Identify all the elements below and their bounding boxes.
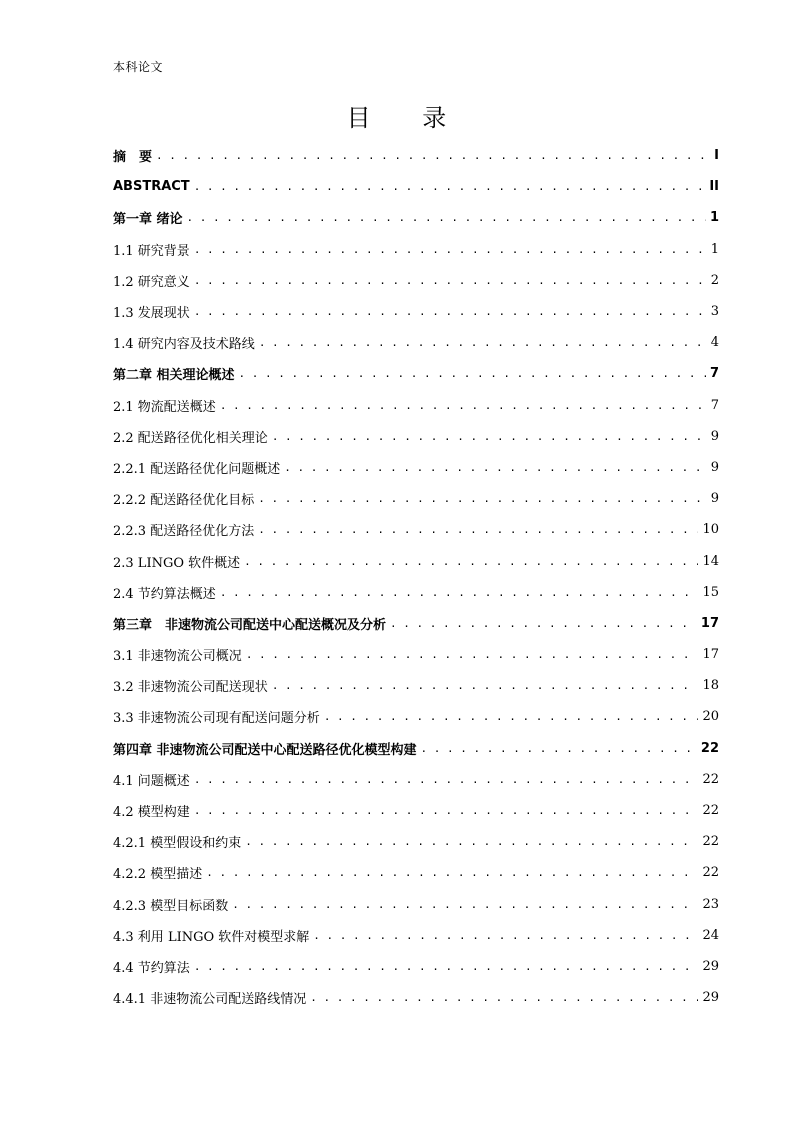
toc-leader-dots xyxy=(232,898,698,911)
toc-entry-page-number: 22 xyxy=(702,834,719,850)
toc-entry-label: 第二章 相关理论概述 xyxy=(113,368,235,384)
page-header: 本科论文 xyxy=(113,60,164,74)
page-title: 目 录 xyxy=(346,104,469,132)
toc-entry-label: ABSTRACT xyxy=(113,179,190,195)
toc-entry[interactable] xyxy=(113,327,719,358)
toc-entry-page-number: 29 xyxy=(702,990,719,1006)
toc-entry-page-number: 23 xyxy=(702,896,719,912)
toc-leader-dots xyxy=(258,492,707,505)
toc-entry-page-number: 7 xyxy=(710,397,719,413)
toc-entry[interactable] xyxy=(113,265,719,296)
toc-entry-label: 第三章 非速物流公司配送中心配送概况及分析 xyxy=(113,617,387,633)
toc-entry-label: 2.2 配送路径优化相关理论 xyxy=(113,430,268,446)
toc-entry-page-number: 18 xyxy=(702,678,719,694)
toc-entry-label: 3.2 非速物流公司配送现状 xyxy=(113,680,268,696)
toc-leader-dots xyxy=(272,430,707,443)
toc-leader-dots xyxy=(187,211,706,224)
toc-entry[interactable] xyxy=(113,234,719,265)
toc-entry-label: 1.4 研究内容及技术路线 xyxy=(113,337,255,353)
toc-entry-label: 4.2 模型构建 xyxy=(113,805,190,821)
toc-entry[interactable] xyxy=(113,483,719,514)
toc-entry-label: 1.3 发展现状 xyxy=(113,306,190,322)
toc-entry-label: 4.3 利用 LINGO 软件对模型求解 xyxy=(113,929,310,945)
toc-leader-dots xyxy=(246,648,699,661)
toc-entry-page-number: 17 xyxy=(702,647,719,663)
toc-entry[interactable] xyxy=(113,701,719,732)
toc-entry-label: 4.1 问题概述 xyxy=(113,773,190,789)
toc-entry[interactable] xyxy=(113,140,719,171)
toc-entry-page-number: II xyxy=(709,179,719,195)
toc-entry-label: 4.4.1 非速物流公司配送路线情况 xyxy=(113,992,307,1008)
toc-entry-label: 1.2 研究意义 xyxy=(113,274,190,290)
toc-entry[interactable] xyxy=(113,889,719,920)
toc-entry[interactable] xyxy=(113,545,719,576)
toc-leader-dots xyxy=(244,555,698,568)
toc-entry-page-number: 7 xyxy=(709,366,719,382)
toc-entry[interactable] xyxy=(113,951,719,982)
toc-entry-label: 1.1 研究背景 xyxy=(113,243,190,259)
toc-entry[interactable] xyxy=(113,670,719,701)
toc-leader-dots xyxy=(194,960,699,973)
toc-entry[interactable] xyxy=(113,358,719,389)
toc-entry-page-number: 22 xyxy=(702,771,719,787)
toc-entry[interactable] xyxy=(113,639,719,670)
toc-entry-page-number: 17 xyxy=(700,615,719,631)
toc-leader-dots xyxy=(239,367,706,380)
toc-leader-dots xyxy=(194,243,707,256)
toc-entry-label: 2.2.2 配送路径优化目标 xyxy=(113,493,255,509)
toc-entry-label: 4.2.1 模型假设和约束 xyxy=(113,836,242,852)
toc-leader-dots xyxy=(220,586,699,599)
toc-leader-dots xyxy=(194,274,707,287)
toc-entry[interactable] xyxy=(113,577,719,608)
toc-leader-dots xyxy=(390,617,697,630)
toc-leader-dots xyxy=(194,305,707,318)
toc-entry-page-number: 22 xyxy=(700,740,719,756)
toc-entry[interactable] xyxy=(113,390,719,421)
toc-leader-dots xyxy=(194,773,699,786)
toc-entry[interactable] xyxy=(113,452,719,483)
toc-leader-dots xyxy=(194,180,706,193)
toc-entry-page-number: 3 xyxy=(710,304,719,320)
toc-leader-dots xyxy=(313,929,698,942)
toc-entry[interactable] xyxy=(113,795,719,826)
toc-entry-page-number: 24 xyxy=(702,927,719,943)
toc-entry-page-number: I xyxy=(714,148,719,164)
toc-leader-dots xyxy=(194,804,699,817)
toc-leader-dots xyxy=(258,523,698,536)
toc-entry-label: 2.4 节约算法概述 xyxy=(113,586,216,602)
toc-leader-dots xyxy=(259,336,707,349)
toc-entry[interactable] xyxy=(113,982,719,1013)
toc-leader-dots xyxy=(272,679,699,692)
toc-leader-dots xyxy=(245,835,698,848)
toc-entry-page-number: 22 xyxy=(702,803,719,819)
toc-entry-page-number: 20 xyxy=(702,709,719,725)
toc-entry-label: 4.2.3 模型目标函数 xyxy=(113,898,229,914)
toc-entry[interactable] xyxy=(113,296,719,327)
toc-leader-dots xyxy=(220,399,707,412)
toc-entry[interactable] xyxy=(113,608,719,639)
toc-entry-page-number: 4 xyxy=(710,335,719,351)
toc-entry-label: 3.3 非速物流公司现有配送问题分析 xyxy=(113,711,320,727)
toc-entry-page-number: 2 xyxy=(710,272,719,288)
toc-entry[interactable] xyxy=(113,826,719,857)
toc-entry[interactable] xyxy=(113,421,719,452)
toc-entry-label: 2.3 LINGO 软件概述 xyxy=(113,555,241,571)
toc-entry-page-number: 1 xyxy=(709,210,719,226)
toc-leader-dots xyxy=(324,710,699,723)
toc-entry-page-number: 22 xyxy=(702,865,719,881)
toc-entry[interactable] xyxy=(113,171,719,202)
toc-entry[interactable] xyxy=(113,857,719,888)
toc-entry[interactable] xyxy=(113,733,719,764)
toc-entry-label: 3.1 非速物流公司概况 xyxy=(113,649,242,665)
toc-entry-label: 摘 要 xyxy=(113,150,153,166)
toc-entry-page-number: 1 xyxy=(710,241,719,257)
toc-entry-label: 第四章 非速物流公司配送中心配送路径优化模型构建 xyxy=(113,742,417,758)
toc-entry-page-number: 9 xyxy=(710,459,719,475)
toc-leader-dots xyxy=(284,461,707,474)
toc-entry-page-number: 9 xyxy=(710,428,719,444)
toc-entry-label: 2.1 物流配送概述 xyxy=(113,399,216,415)
toc-leader-dots xyxy=(310,991,698,1004)
table-of-contents xyxy=(113,140,719,1013)
toc-entry[interactable] xyxy=(113,202,719,233)
toc-leader-dots xyxy=(156,149,710,162)
toc-entry-label: 第一章 绪论 xyxy=(113,212,183,228)
toc-entry[interactable] xyxy=(113,920,719,951)
toc-entry-page-number: 10 xyxy=(702,522,719,538)
toc-entry-label: 2.2.1 配送路径优化问题概述 xyxy=(113,461,281,477)
toc-entry-page-number: 14 xyxy=(702,553,719,569)
toc-entry-label: 4.2.2 模型描述 xyxy=(113,867,203,883)
toc-entry-page-number: 9 xyxy=(710,491,719,507)
toc-entry[interactable] xyxy=(113,764,719,795)
toc-entry[interactable] xyxy=(113,514,719,545)
toc-entry-label: 4.4 节约算法 xyxy=(113,960,190,976)
toc-leader-dots xyxy=(421,742,697,755)
toc-entry-page-number: 29 xyxy=(702,958,719,974)
toc-entry-page-number: 15 xyxy=(702,584,719,600)
toc-leader-dots xyxy=(206,866,698,879)
toc-entry-label: 2.2.3 配送路径优化方法 xyxy=(113,524,255,540)
